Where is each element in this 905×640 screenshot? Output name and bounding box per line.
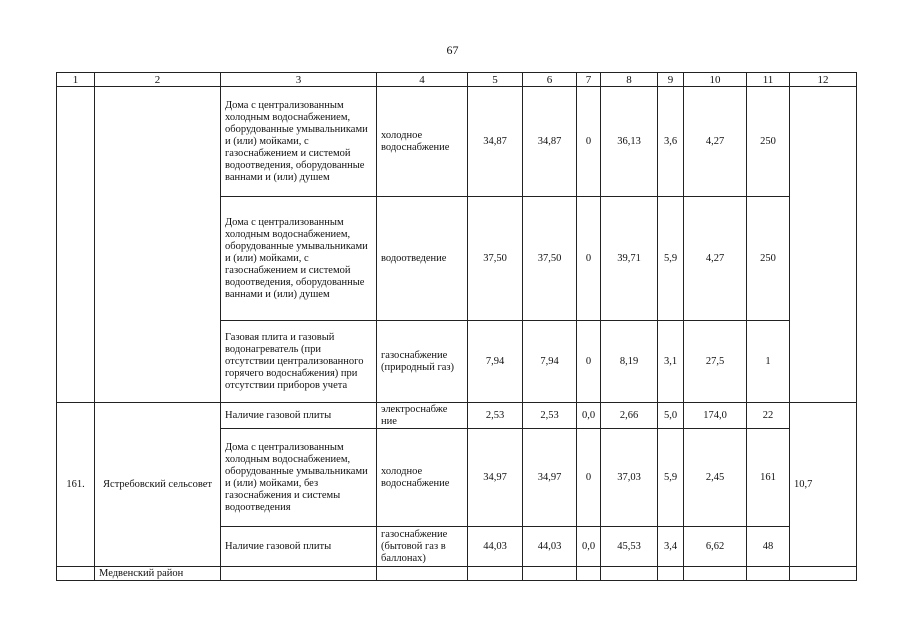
value-col11: 1 (747, 321, 790, 403)
col-header-5: 5 (468, 73, 523, 87)
empty-cell (468, 567, 523, 581)
value-col5: 34,87 (468, 87, 523, 197)
value-col5: 37,50 (468, 197, 523, 321)
value-col6: 2,53 (523, 403, 577, 429)
value-col8: 45,53 (601, 527, 658, 567)
col-header-4: 4 (377, 73, 468, 87)
empty-cell (747, 567, 790, 581)
empty-cell (377, 567, 468, 581)
value-col7: 0,0 (577, 403, 601, 429)
housing-description: Дома с централизованным холодным водоснабжением, оборудованные умывальниками и (или) мойками, с газоснабжением и системой водоотведения, оборудованные ваннами и (или) душем (221, 197, 377, 321)
column-number-row (57, 73, 857, 87)
value-col9: 5,9 (658, 429, 684, 527)
empty-cell (57, 567, 95, 581)
col-header-3: 3 (221, 73, 377, 87)
col-header-11: 11 (747, 73, 790, 87)
value-col8: 39,71 (601, 197, 658, 321)
empty-number-cell (57, 87, 95, 403)
value-col11: 250 (747, 197, 790, 321)
value-col11: 161 (747, 429, 790, 527)
empty-cell (658, 567, 684, 581)
col-header-1: 1 (57, 73, 95, 87)
value-col9: 5,9 (658, 197, 684, 321)
empty-cell (790, 567, 857, 581)
col-header-10: 10 (684, 73, 747, 87)
value-col8: 2,66 (601, 403, 658, 429)
value-col10: 2,45 (684, 429, 747, 527)
housing-description: Дома с централизованным холодным водоснабжением, оборудованные умывальниками и (или) мойками, без газоснабжения и системы водоотведения (221, 429, 377, 527)
value-col5: 34,97 (468, 429, 523, 527)
district-name: Медвенский район (95, 567, 221, 581)
value-col7: 0 (577, 429, 601, 527)
utility-type: холодное водоснабжение (377, 87, 468, 197)
value-col9: 3,4 (658, 527, 684, 567)
entry-number: 161. (57, 403, 95, 567)
value-col10: 4,27 (684, 87, 747, 197)
value-col11: 250 (747, 87, 790, 197)
value-col11: 22 (747, 403, 790, 429)
value-col9: 3,1 (658, 321, 684, 403)
district-row (57, 567, 857, 581)
utility-type: электроснабже ние (377, 403, 468, 429)
value-col7: 0,0 (577, 527, 601, 567)
col-header-2: 2 (95, 73, 221, 87)
housing-description: Дома с централизованным холодным водоснабжением, оборудованные умывальниками и (или) мойками, с газоснабжением и системой водоотведения, оборудованные ваннами и (или) душем (221, 87, 377, 197)
utility-type: газоснабжение (природный газ) (377, 321, 468, 403)
value-col7: 0 (577, 321, 601, 403)
settlement-name: Ястребовский сельсовет (95, 403, 221, 567)
value-col8: 36,13 (601, 87, 658, 197)
value-col10: 4,27 (684, 197, 747, 321)
col-header-12: 12 (790, 73, 857, 87)
value-col6: 7,94 (523, 321, 577, 403)
utility-type: холодное водоснабжение (377, 429, 468, 527)
housing-description: Наличие газовой плиты (221, 527, 377, 567)
utility-type: водоотведение (377, 197, 468, 321)
value-col8: 8,19 (601, 321, 658, 403)
value-col5: 2,53 (468, 403, 523, 429)
col-header-6: 6 (523, 73, 577, 87)
tariff-table (56, 72, 857, 581)
value-col7: 0 (577, 87, 601, 197)
housing-description: Наличие газовой плиты (221, 403, 377, 429)
table-row (57, 87, 857, 197)
empty-settlement-cell (95, 87, 221, 403)
empty-cell (523, 567, 577, 581)
value-col5: 44,03 (468, 527, 523, 567)
empty-cell (601, 567, 658, 581)
value-col6: 44,03 (523, 527, 577, 567)
value-col8: 37,03 (601, 429, 658, 527)
page-number: 67 (446, 43, 459, 57)
value-col7: 0 (577, 197, 601, 321)
empty-cell (221, 567, 377, 581)
value-col6: 37,50 (523, 197, 577, 321)
value-col6: 34,87 (523, 87, 577, 197)
col-header-7: 7 (577, 73, 601, 87)
col-header-8: 8 (601, 73, 658, 87)
value-col9: 3,6 (658, 87, 684, 197)
value-col11: 48 (747, 527, 790, 567)
utility-type: газоснабжение (бытовой газ в баллонах) (377, 527, 468, 567)
col-header-9: 9 (658, 73, 684, 87)
value-col6: 34,97 (523, 429, 577, 527)
empty-cell (577, 567, 601, 581)
empty-cell (684, 567, 747, 581)
value-col10: 6,62 (684, 527, 747, 567)
empty-col12-cell (790, 87, 857, 403)
housing-description: Газовая плита и газовый водонагреватель (при отсутствии централизованного горячего водоснабжения) при отсутствии приборов учета (221, 321, 377, 403)
value-col10: 27,5 (684, 321, 747, 403)
table-row (57, 403, 857, 429)
value-col5: 7,94 (468, 321, 523, 403)
value-col9: 5,0 (658, 403, 684, 429)
value-col10: 174,0 (684, 403, 747, 429)
value-col12: 10,7 (790, 403, 857, 567)
